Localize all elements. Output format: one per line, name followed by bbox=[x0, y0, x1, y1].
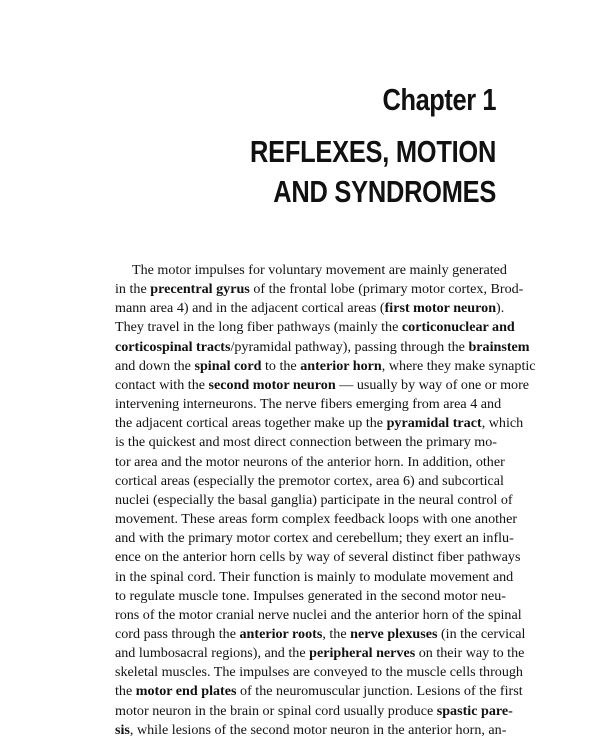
text-run: tor area and the motor neurons of the anterior horn. In addition, other bbox=[115, 453, 505, 470]
text-line bbox=[115, 721, 507, 740]
text-run: , the bbox=[322, 625, 351, 642]
text-line bbox=[115, 395, 502, 414]
text-run: intervening interneurons. The nerve fibers emerging from area 4 and bbox=[115, 396, 502, 413]
text-run: to regulate muscle tone. Impulses generated in the second motor neu- bbox=[115, 587, 506, 604]
text-run: (in the cervical bbox=[437, 625, 526, 642]
text-run: on their way to the bbox=[415, 645, 525, 662]
bold-term: first motor neuron bbox=[384, 300, 497, 317]
bold-term: anterior horn bbox=[300, 357, 382, 374]
bold-term: nerve plexuses bbox=[350, 625, 438, 642]
text-run: , while lesions of the second motor neuron in the anterior horn, an- bbox=[129, 721, 507, 738]
bold-term: brainstem bbox=[468, 338, 530, 355]
text-run: ). bbox=[496, 300, 505, 317]
text-run: the bbox=[115, 683, 136, 700]
bold-term: corticospinal tracts bbox=[115, 338, 231, 355]
bold-term: motor end plates bbox=[135, 683, 237, 700]
bold-term: pyramidal tract bbox=[386, 415, 482, 432]
body-paragraph bbox=[115, 261, 536, 740]
text-run: motor neuron in the brain or spinal cord usually produce bbox=[115, 702, 437, 719]
text-line bbox=[115, 587, 506, 606]
text-line bbox=[115, 510, 518, 529]
text-line bbox=[115, 453, 505, 472]
text-line bbox=[115, 433, 496, 452]
bold-term: spastic pare- bbox=[436, 702, 513, 719]
text-line bbox=[115, 338, 530, 357]
text-run: cord pass through the bbox=[115, 625, 240, 642]
text-run: /pyramidal pathway), passing through the bbox=[230, 338, 469, 355]
text-line bbox=[115, 299, 505, 318]
text-line bbox=[115, 606, 522, 625]
text-run: in the spinal cord. Their function is mainly to modulate movement and bbox=[115, 568, 514, 585]
bold-term: spinal cord bbox=[194, 357, 262, 374]
text-line bbox=[115, 357, 536, 376]
text-run: nuclei (especially the basal ganglia) participate in the neural control of bbox=[115, 491, 513, 508]
bold-term: anterior roots bbox=[239, 625, 323, 642]
text-line bbox=[115, 663, 523, 682]
text-line bbox=[115, 280, 524, 299]
text-run: movement. These areas form complex feedback loops with one another bbox=[115, 511, 518, 528]
text-run: — usually by way of one or more bbox=[335, 376, 530, 393]
text-run: to the bbox=[261, 357, 301, 374]
text-line bbox=[115, 625, 526, 644]
text-line bbox=[115, 548, 521, 567]
text-run: , where they make synaptic bbox=[381, 357, 536, 374]
text-run: the adjacent cortical areas together make up the bbox=[115, 415, 387, 432]
text-line bbox=[115, 491, 513, 510]
text-run: cortical areas (especially the premotor cortex, area 6) and subcortical bbox=[115, 472, 504, 489]
chapter-title-line: REFLEXES, MOTION bbox=[249, 134, 496, 169]
text-line bbox=[115, 318, 515, 337]
chapter-title-line: AND SYNDROMES bbox=[273, 174, 496, 209]
text-run: of the neuromuscular junction. Lesions of the first bbox=[236, 683, 523, 700]
text-line bbox=[115, 376, 530, 395]
text-run: of the frontal lobe (primary motor cortex, Brod- bbox=[249, 281, 524, 298]
text-run: and with the primary motor cortex and cerebellum; they exert an influ- bbox=[115, 530, 514, 547]
bold-term: second motor neuron bbox=[208, 376, 336, 393]
bold-term: sis bbox=[115, 721, 130, 738]
text-line bbox=[115, 414, 524, 433]
chapter-heading bbox=[196, 82, 496, 212]
text-run: in the bbox=[115, 281, 151, 298]
text-line bbox=[115, 472, 504, 491]
text-run: mann area 4) and in the adjacent cortical areas ( bbox=[115, 300, 385, 317]
text-run: contact with the bbox=[115, 376, 209, 393]
text-run: They travel in the long fiber pathways (mainly the bbox=[115, 319, 402, 336]
bold-term: peripheral nerves bbox=[309, 645, 416, 662]
bold-term: corticonuclear and bbox=[401, 319, 515, 336]
bold-term: precentral gyrus bbox=[150, 281, 250, 298]
text-run: is the quickest and most direct connection between the primary mo- bbox=[115, 434, 497, 451]
text-line bbox=[115, 529, 514, 548]
text-line bbox=[115, 568, 514, 587]
text-line bbox=[115, 702, 513, 721]
text-run: and lumbosacral regions), and the bbox=[115, 645, 310, 662]
chapter-title bbox=[250, 132, 496, 212]
text-run: ence on the anterior horn cells by way of several distinct fiber pathways bbox=[115, 549, 521, 566]
text-run: , which bbox=[481, 415, 524, 432]
text-line bbox=[115, 682, 523, 701]
text-run: The motor impulses for voluntary movement are mainly generated bbox=[132, 262, 507, 278]
text-line bbox=[115, 261, 507, 280]
text-line bbox=[115, 644, 525, 663]
text-run: and down the bbox=[115, 357, 195, 374]
chapter-number: Chapter 1 bbox=[382, 82, 496, 117]
text-run: skeletal muscles. The impulses are conveyed to the muscle cells through bbox=[115, 664, 523, 681]
text-run: rons of the motor cranial nerve nuclei and the anterior horn of the spinal bbox=[115, 606, 522, 623]
